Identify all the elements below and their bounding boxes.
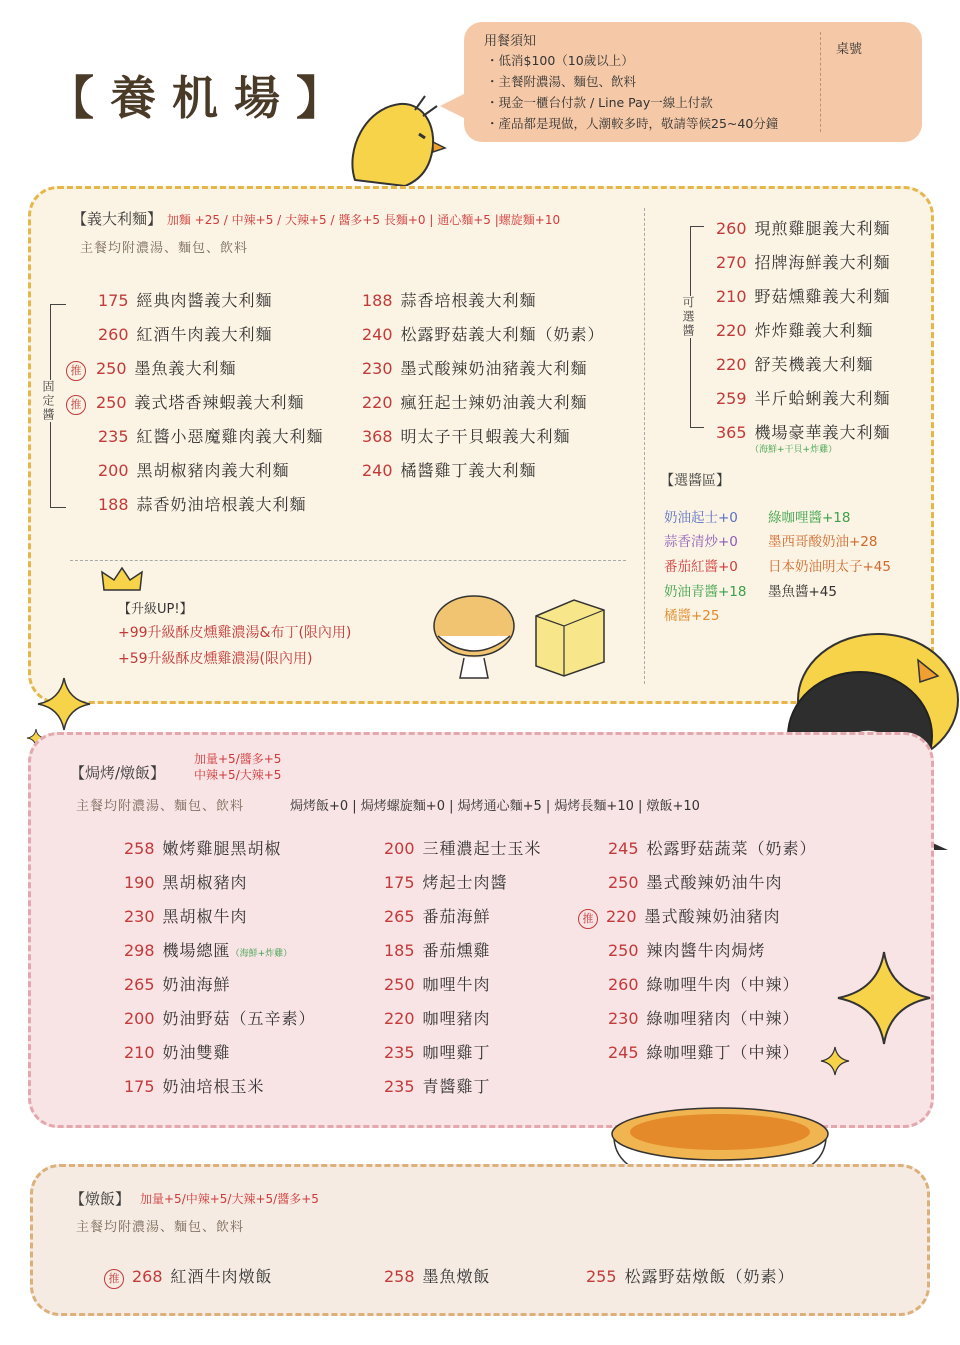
item-price: 260 (608, 975, 639, 994)
item-price: 230 (362, 359, 393, 378)
list-item (578, 1006, 817, 1040)
list-item (716, 284, 891, 318)
sparkle-icon (36, 676, 92, 732)
item-name: 炸炸雞義大利麵 (754, 321, 874, 340)
item-price: 258 (384, 1267, 415, 1286)
item-price: 185 (384, 941, 415, 960)
item-price: 220 (384, 1009, 415, 1028)
list-item (124, 1006, 316, 1040)
notice-item: ・低消$100（10歲以上） (486, 53, 634, 68)
baked-list-3 (578, 836, 817, 1074)
item-price: 200 (98, 461, 129, 480)
item-name: 奶油野菇（五辛素） (162, 1009, 316, 1028)
bracket-bottom-cap (690, 427, 704, 428)
sauce-option: 奶油起士+0 (664, 510, 738, 526)
item-name: 松露野菇義大利麵（奶素） (400, 325, 605, 344)
list-item (362, 356, 605, 390)
item-name: 經典肉醬義大利麵 (136, 291, 273, 310)
sauce-option: 蒜香清炒+0 (664, 534, 738, 550)
baked-subtitle: 主餐均附濃湯、麵包、飲料 (76, 799, 245, 814)
item-note: （海鮮+炸雞） (230, 949, 293, 959)
list-item (66, 390, 324, 424)
recommend-badge: 推 (66, 395, 86, 415)
list-item (124, 836, 316, 870)
item-price: 200 (124, 1009, 155, 1028)
item-price: 250 (96, 359, 127, 378)
item-price: 235 (98, 427, 129, 446)
list-item (124, 972, 316, 1006)
item-price: 190 (124, 873, 155, 892)
item-name: 嫩烤雞腿黑胡椒 (162, 839, 282, 858)
list-item (362, 424, 605, 458)
pasta-fixed-list-2 (362, 288, 605, 492)
list-item (66, 424, 324, 458)
upgrade-item: +59升級酥皮燻雞濃湯(限內用) (118, 651, 313, 667)
item-price: 210 (124, 1043, 155, 1062)
item-name: 蒜香奶油培根義大利麵 (136, 495, 307, 514)
item-name: 紅醬小惡魔雞肉義大利麵 (136, 427, 324, 446)
bracket-bottom-cap (50, 507, 66, 508)
sauce-option: 墨魚醬+45 (768, 584, 837, 600)
pasta-addons: 加麵 +25 / 中辣+5 / 大辣+5 / 醬多+5 長麵+0 | 通心麵+5 |螺旋麵+10 (166, 213, 561, 227)
item-name: 奶油培根玉米 (162, 1077, 265, 1096)
item-price: 220 (362, 393, 393, 412)
item-name: 綠咖哩雞丁（中辣） (646, 1043, 800, 1062)
sauce-option: 番茄紅醬+0 (664, 559, 738, 575)
item-price: 175 (384, 873, 415, 892)
list-item (578, 938, 817, 972)
list-item (578, 1040, 817, 1074)
item-name: 現煎雞腿義大利麵 (754, 219, 891, 238)
item-price: 230 (124, 907, 155, 926)
item-name: 咖哩牛肉 (422, 975, 491, 994)
stew-addons: 加量+5/中辣+5/大辣+5/醬多+5 (140, 1192, 319, 1206)
list-item (578, 870, 817, 904)
list-item (124, 1040, 316, 1074)
item-price: 200 (384, 839, 415, 858)
item-name: 墨式酸辣奶油豬肉 (644, 907, 781, 926)
item-name: 明太子干貝蝦義大利麵 (400, 427, 571, 446)
bracket-top-cap (50, 304, 66, 305)
baked-options: 焗烤飯+0 | 焗烤螺旋麵+0 | 焗烤通心麵+5 | 焗烤長麵+10 | 燉飯+10 (290, 799, 700, 814)
list-item (384, 972, 542, 1006)
recommend-badge: 推 (578, 909, 598, 929)
item-price: 270 (716, 253, 747, 272)
item-price: 220 (716, 321, 747, 340)
item-price: 250 (608, 873, 639, 892)
item-price: 245 (608, 839, 639, 858)
item-price: 260 (716, 219, 747, 238)
page-title: 【養机場】 (48, 71, 358, 125)
item-price: 265 (124, 975, 155, 994)
item-name: 墨魚義大利麵 (134, 359, 237, 378)
pasta-bracket-open: 【 (72, 210, 88, 228)
item-price: 235 (384, 1077, 415, 1096)
baked-addons-1: 加量+5/醬多+5 (194, 752, 282, 766)
recommend-badge: 推 (104, 1269, 124, 1289)
item-name: 瘋狂起士辣奶油義大利麵 (400, 393, 588, 412)
item-price: 188 (98, 495, 129, 514)
list-item (362, 458, 605, 492)
list-item (578, 904, 817, 938)
crown-icon (100, 566, 144, 594)
list-item (716, 216, 891, 250)
item-name: 綠咖哩牛肉（中辣） (646, 975, 800, 994)
pasta-fixed-list (66, 288, 324, 526)
item-name: 橘醬雞丁義大利麵 (400, 461, 537, 480)
pasta-section-title: 義大利麵 (87, 210, 148, 228)
item-price: 240 (362, 461, 393, 480)
list-item (66, 458, 324, 492)
item-note: （海鮮+干貝+炸雞） (750, 445, 838, 455)
list-item (124, 1074, 316, 1108)
notice-title: 用餐須知 (484, 34, 537, 49)
item-price: 210 (716, 287, 747, 306)
item-name: 奶油雙雞 (162, 1043, 231, 1062)
item-price: 259 (716, 389, 747, 408)
item-name: 松露野菇燉飯（奶素） (624, 1267, 795, 1286)
pasta-bracket-close: 】 (147, 210, 163, 228)
item-name: 紅酒牛肉義大利麵 (136, 325, 273, 344)
list-item (716, 250, 891, 284)
list-item (384, 1006, 542, 1040)
item-price: 250 (608, 941, 639, 960)
list-item (384, 904, 542, 938)
sauce-option: 墨西哥酸奶油+28 (768, 534, 878, 550)
item-name: 墨魚燉飯 (422, 1267, 491, 1286)
list-item (384, 1264, 491, 1287)
stew-subtitle: 主餐均附濃湯、麵包、飲料 (76, 1220, 245, 1235)
item-price: 260 (98, 325, 129, 344)
list-item (66, 492, 324, 526)
item-name: 招牌海鮮義大利麵 (754, 253, 891, 272)
item-name: 黑胡椒豬肉義大利麵 (136, 461, 290, 480)
item-name: 咖哩雞丁 (422, 1043, 491, 1062)
item-name: 三種濃起士玉米 (422, 839, 542, 858)
item-price: 365 (716, 423, 747, 442)
list-item (124, 904, 316, 938)
item-name: 機場豪華義大利麵 (754, 423, 891, 442)
item-name: 辣肉醬牛肉焗烤 (646, 941, 766, 960)
list-item (716, 352, 891, 386)
item-price: 250 (96, 393, 127, 412)
item-name: 咖哩豬肉 (422, 1009, 491, 1028)
notice-item: ・主餐附濃湯、麵包、飲料 (486, 74, 637, 89)
item-name: 蒜香培根義大利麵 (400, 291, 537, 310)
pasta-column-divider (644, 208, 645, 684)
item-price: 265 (384, 907, 415, 926)
item-name: 綠咖哩豬肉（中辣） (646, 1009, 800, 1028)
pasta-optional-list (716, 216, 891, 455)
baked-list-2 (384, 836, 542, 1108)
list-item (384, 836, 542, 870)
list-item (716, 386, 891, 420)
bracket-top-cap (690, 226, 704, 227)
notice-item: ・現金一櫃台付款 / Line Pay一線上付款 (486, 95, 713, 110)
item-name: 黑胡椒牛肉 (162, 907, 248, 926)
table-number-label: 桌號 (836, 42, 863, 57)
item-price: 250 (384, 975, 415, 994)
sauce-option: 日本奶油明太子+45 (768, 559, 891, 575)
notice-list (486, 50, 778, 134)
list-item (384, 1074, 542, 1108)
stew-panel (30, 1164, 930, 1316)
sparkle-icon (836, 950, 932, 1046)
stew-section-title: 【燉飯】 (70, 1190, 131, 1208)
list-item (362, 390, 605, 424)
item-name: 番茄海鮮 (422, 907, 491, 926)
item-price: 258 (124, 839, 155, 858)
list-item (66, 288, 324, 322)
optional-sauce-label: 可選醬 (681, 296, 695, 338)
list-item (362, 322, 605, 356)
item-name: 黑胡椒豬肉 (162, 873, 248, 892)
list-item (124, 870, 316, 904)
pasta-subtitle: 主餐均附濃湯、麵包、飲料 (80, 241, 249, 256)
soup-pudding-illustration (424, 586, 624, 686)
item-price: 368 (362, 427, 393, 446)
list-item (124, 938, 316, 972)
item-name: 松露野菇蔬菜（奶素） (646, 839, 817, 858)
chick-mascot-icon (345, 90, 455, 186)
item-name: 番茄燻雞 (422, 941, 491, 960)
item-name: 青醬雞丁 (422, 1077, 491, 1096)
notice-divider (820, 32, 821, 132)
list-item (384, 870, 542, 904)
baked-section-title: 【焗烤/燉飯】 (70, 764, 166, 782)
item-name: 墨式酸辣奶油豬義大利麵 (400, 359, 588, 378)
list-item (384, 1040, 542, 1074)
baked-addons-2: 中辣+5/大辣+5 (194, 768, 282, 782)
item-price: 235 (384, 1043, 415, 1062)
item-name: 義式塔香辣蝦義大利麵 (134, 393, 305, 412)
item-price: 245 (608, 1043, 639, 1062)
list-item (384, 938, 542, 972)
list-item (578, 972, 817, 1006)
item-name: 墨式酸辣奶油牛肉 (646, 873, 783, 892)
recommend-badge: 推 (66, 361, 86, 381)
item-name: 烤起士肉醬 (422, 873, 508, 892)
upgrade-title: 【升級UP!】 (118, 602, 193, 617)
item-price: 220 (606, 907, 637, 926)
notice-item: ・產品都是現做，人潮較多時，敬請等候25~40分鐘 (486, 116, 779, 131)
item-price: 188 (362, 291, 393, 310)
item-price: 220 (716, 355, 747, 374)
item-name: 奶油海鮮 (162, 975, 231, 994)
list-item (586, 1264, 795, 1287)
item-price: 268 (132, 1267, 163, 1286)
item-name: 野菇燻雞義大利麵 (754, 287, 891, 306)
list-item (104, 1264, 273, 1289)
item-name: 舒芙機義大利麵 (754, 355, 874, 374)
sparkle-small-icon (820, 1046, 850, 1076)
pasta-row-divider (70, 560, 626, 561)
sauce-option: 奶油青醬+18 (664, 584, 747, 600)
sauce-option: 橘醬+25 (664, 608, 720, 624)
list-item (578, 836, 817, 870)
list-item (716, 318, 891, 352)
item-price: 255 (586, 1267, 617, 1286)
list-item (716, 420, 891, 442)
item-price: 230 (608, 1009, 639, 1028)
item-price: 240 (362, 325, 393, 344)
item-price: 175 (124, 1077, 155, 1096)
list-item (66, 322, 324, 356)
item-price: 298 (124, 941, 155, 960)
sauce-option: 綠咖哩醬+18 (768, 510, 851, 526)
baked-list-1 (124, 836, 316, 1108)
item-name: 紅酒牛肉燉飯 (170, 1267, 273, 1286)
sauce-area-title: 【選醬區】 (660, 473, 730, 489)
upgrade-item: +99升級酥皮燻雞濃湯&布丁(限內用) (118, 625, 352, 641)
list-item (362, 288, 605, 322)
item-price: 175 (98, 291, 129, 310)
fixed-sauce-label: 固定醬 (41, 380, 55, 422)
pasta-section-header (72, 208, 560, 229)
item-name: 半斤蛤蜊義大利麵 (754, 389, 891, 408)
item-name: 機場總匯 (162, 941, 231, 960)
list-item (66, 356, 324, 390)
